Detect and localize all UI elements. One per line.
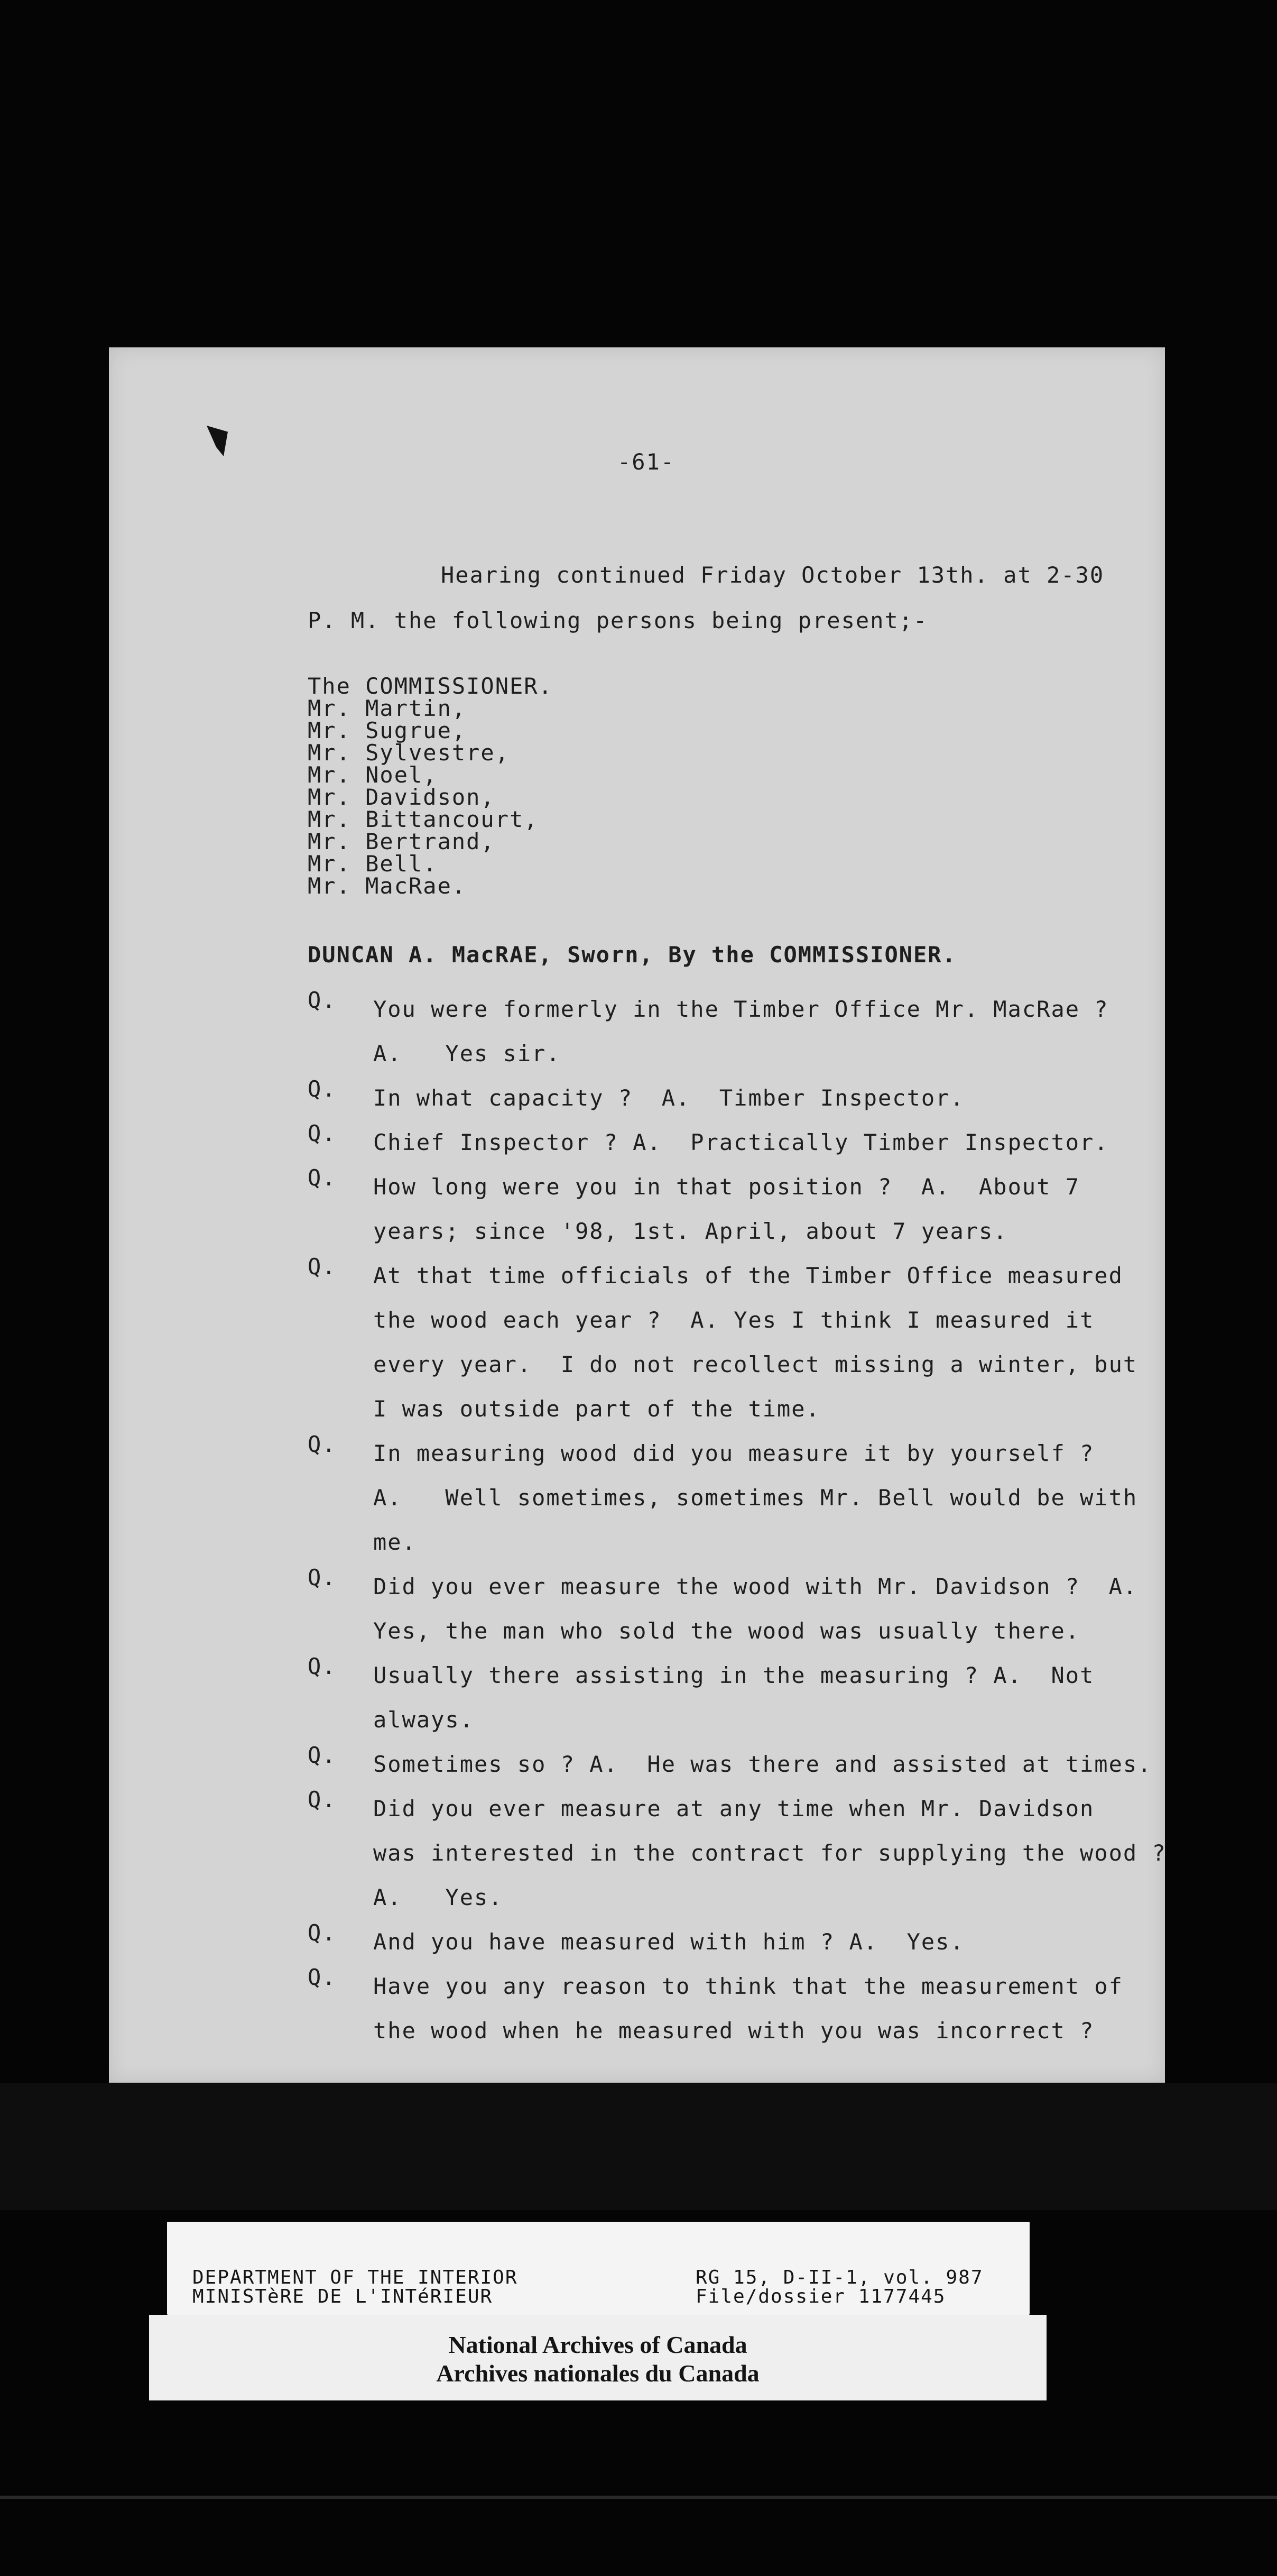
present-item: The COMMISSIONER. — [308, 673, 553, 699]
record-group-reference: RG 15, D-II-1, vol. 987 — [696, 2267, 984, 2288]
qa-item — [308, 1076, 1132, 1120]
qa-marker: Q. — [308, 1653, 337, 1679]
archives-banner — [149, 2315, 1047, 2400]
qa-item — [308, 1565, 1138, 1653]
qa-line: Have you any reason to think that the measurement of — [373, 1973, 1123, 1999]
qa-line: In what capacity ? A. Timber Inspector. — [373, 1085, 965, 1111]
tab-mark-icon — [207, 426, 228, 456]
qa-item — [308, 987, 1132, 1076]
present-item: Mr. Davidson, — [308, 784, 495, 810]
qa-item — [308, 1920, 1132, 1964]
qa-line: Sometimes so ? A. He was there and assisted at times. — [373, 1751, 1152, 1777]
qa-line: years; since '98, 1st. April, about 7 years. — [373, 1218, 1008, 1244]
qa-marker: Q. — [308, 1920, 337, 1946]
qa-line: In measuring wood did you measure it by yourself ? — [373, 1440, 1095, 1466]
present-item: Mr. Sugrue, — [308, 717, 467, 743]
present-item: Mr. Bell. — [308, 851, 438, 877]
qa-item — [308, 1431, 1138, 1565]
qa-marker: Q. — [308, 1165, 337, 1191]
qa-line: the wood each year ? A. Yes I think I measured it — [373, 1307, 1095, 1333]
archives-name-en: National Archives of Canada — [448, 2331, 747, 2358]
qa-line: I was outside part of the time. — [373, 1396, 820, 1422]
qa-line: A. Yes sir. — [373, 1041, 561, 1066]
archive-reference-label — [167, 2222, 1030, 2315]
qa-line: How long were you in that position ? A. About 7 — [373, 1174, 1080, 1200]
qa-marker: Q. — [308, 1787, 337, 1813]
qa-item — [308, 1165, 1132, 1254]
present-item: Mr. MacRae. — [308, 873, 467, 899]
document-page — [109, 347, 1165, 2083]
present-item: Mr. Noel, — [308, 762, 438, 788]
qa-line: A. Yes. — [373, 1884, 503, 1910]
qa-section — [308, 987, 1167, 2053]
qa-line: the wood when he measured with you was incorrect ? — [373, 2018, 1095, 2044]
qa-marker: Q. — [308, 1120, 337, 1146]
present-item: Mr. Bittancourt, — [308, 806, 539, 832]
archives-name-fr: Archives nationales du Canada — [436, 2360, 760, 2387]
qa-item — [308, 1742, 1152, 1787]
qa-line: Chief Inspector ? A. Practically Timber Inspector. — [373, 1129, 1109, 1155]
present-list — [308, 675, 553, 897]
qa-line: was interested in the contract for supplying the wood ? — [373, 1840, 1167, 1866]
qa-line: every year. I do not recollect missing a winter, but — [373, 1351, 1138, 1377]
department-fr: MINISTèRE DE L'INTéRIEUR — [192, 2286, 493, 2307]
qa-marker: Q. — [308, 1076, 337, 1102]
qa-line: And you have measured with him ? A. Yes. — [373, 1929, 965, 1955]
qa-line: Did you ever measure at any time when Mr. Davidson — [373, 1796, 1095, 1821]
qa-item — [308, 1120, 1132, 1165]
department-en: DEPARTMENT OF THE INTERIOR — [192, 2267, 518, 2288]
film-edge-line — [0, 2496, 1277, 2499]
qa-line: You were formerly in the Timber Office Mr. MacRae ? — [373, 996, 1109, 1022]
qa-line: Usually there assisting in the measuring ? A. Not — [373, 1662, 1095, 1688]
present-item: Mr. Martin, — [308, 695, 467, 721]
film-border — [0, 2083, 1277, 2210]
qa-line: Did you ever measure the wood with Mr. Davidson ? A. — [373, 1574, 1138, 1599]
present-item: Mr. Bertrand, — [308, 829, 495, 854]
qa-line: A. Well sometimes, sometimes Mr. Bell would be with — [373, 1485, 1138, 1511]
intro-line-1: Hearing continued Friday October 13th. at 2-30 — [441, 562, 1105, 588]
intro-line-2: P. M. the following persons being present;- — [308, 608, 928, 633]
qa-item — [308, 1787, 1167, 1920]
qa-line: At that time officials of the Timber Office measured — [373, 1263, 1123, 1289]
qa-item — [308, 1254, 1138, 1431]
qa-marker: Q. — [308, 1565, 337, 1590]
qa-marker: Q. — [308, 1254, 337, 1280]
qa-item — [308, 1653, 1132, 1742]
qa-line: me. — [373, 1529, 417, 1555]
file-reference: File/dossier 1177445 — [696, 2286, 946, 2307]
qa-marker: Q. — [308, 987, 337, 1013]
qa-marker: Q. — [308, 1964, 337, 1990]
qa-line: always. — [373, 1707, 475, 1733]
qa-line: Yes, the man who sold the wood was usually there. — [373, 1618, 1080, 1644]
present-item: Mr. Sylvestre, — [308, 740, 510, 766]
witness-heading: DUNCAN A. MacRAE, Sworn, By the COMMISSIONER. — [308, 942, 957, 968]
qa-item — [308, 1964, 1132, 2053]
page-number: -61- — [617, 449, 675, 475]
qa-marker: Q. — [308, 1431, 337, 1457]
qa-marker: Q. — [308, 1742, 337, 1768]
